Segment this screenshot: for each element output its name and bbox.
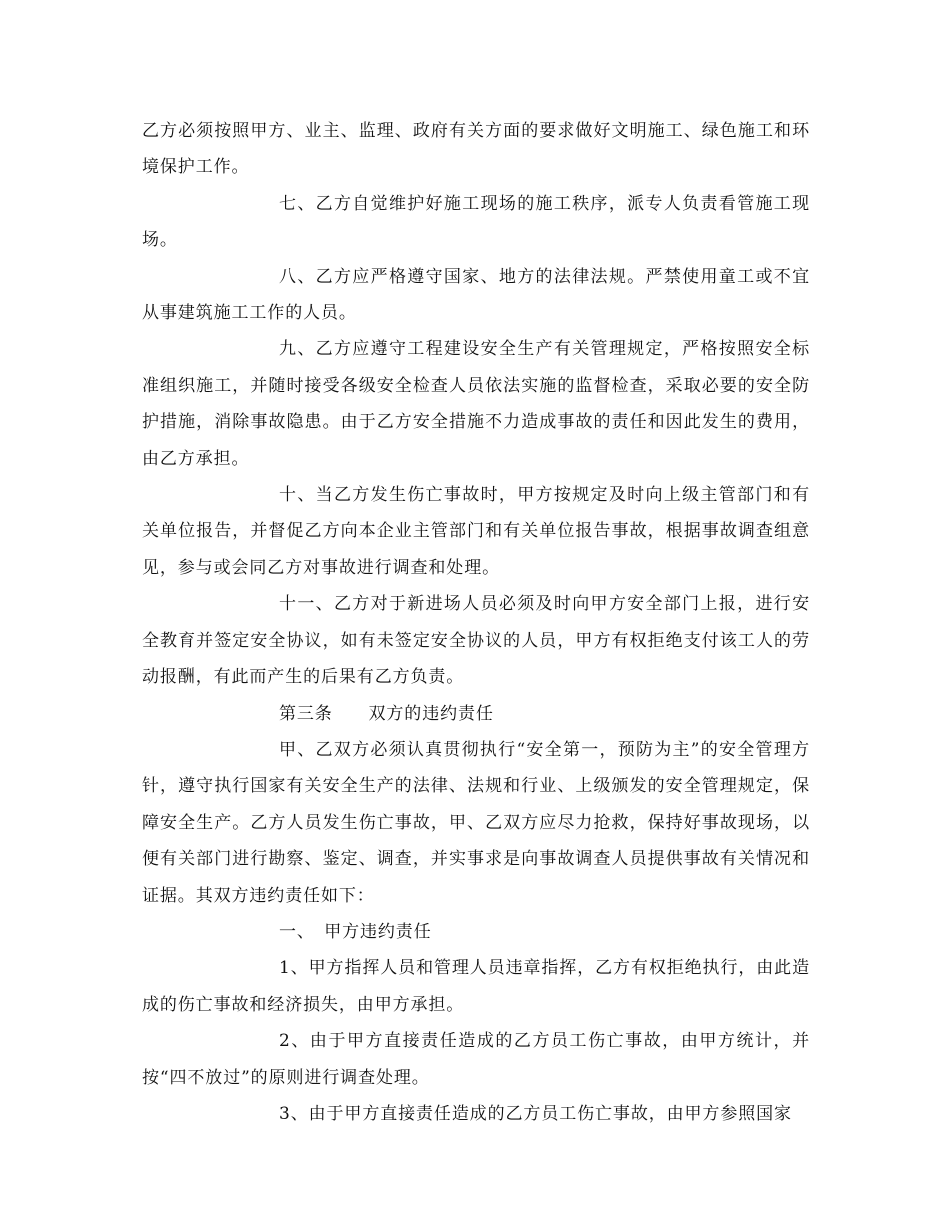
paragraph-liability-3: 3、由于甲方直接责任造成的乙方员工伤亡事故，由甲方参照国家 (279, 1103, 792, 1124)
paragraph-liability-2: 2、由于甲方直接责任造成的乙方员工伤亡事故，由甲方统计，并按“四不放过”的原则进行调查处理。 (142, 1031, 810, 1088)
document-body (142, 113, 810, 1132)
paragraph-clause-10: 十、当乙方发生伤亡事故时，甲方按规定及时向上级主管部门和有关单位报告，并督促乙方向本企业主管部门和有关单位报告事故，根据事故调查组意见，参与或会同乙方对事故进行调查和处理。 (142, 485, 810, 578)
paragraph-clause-9: 九、乙方应遵守工程建设安全生产有关管理规定，严格按照安全标准组织施工，并随时接受各级安全检查人员依法实施的监督检查，采取必要的安全防护措施，消除事故隐患。由于乙方安全措施不力造成事故的责任和因此发生的费用，由乙方承担。 (142, 339, 810, 469)
paragraph-clause-7: 七、乙方自觉维护好施工现场的施工秩序，派专人负责看管施工现场。 (142, 193, 810, 251)
article-3-heading: 第三条 双方的违约责任 (279, 703, 494, 724)
paragraph-liability-1: 1、甲方指挥人员和管理人员违章指挥，乙方有权拒绝执行，由此造成的伤亡事故和经济损失，由甲方承担。 (142, 958, 810, 1015)
paragraph-article-3-intro: 甲、乙双方必须认真贯彻执行“安全第一，预防为主”的安全管理方针，遵守执行国家有关安全生产的法律、法规和行业、上级颁发的安全管理规定，保障安全生产。乙方人员发生伤亡事故，甲、乙双方应尽力抢救，保持好事故现场，以便有关部门进行勘察、鉴定、调查，并实事求是向事故调查人员提供事故有关情况和证据。其双方违约责任如下： (142, 739, 810, 906)
party-a-liability-heading: 一、 甲方违约责任 (279, 921, 432, 942)
paragraph-civilized-construction: 乙方必须按照甲方、业主、监理、政府有关方面的要求做好文明施工、绿色施工和环境保护工作。 (142, 121, 810, 178)
paragraph-clause-11: 十一、乙方对于新进场人员必须及时向甲方安全部门上报，进行安全教育并签定安全协议，如有未签定安全协议的人员，甲方有权拒绝支付该工人的劳动报酬，有此而产生的后果有乙方负责。 (142, 594, 810, 688)
paragraph-clause-8: 八、乙方应严格遵守国家、地方的法律法规。严禁使用童工或不宜从事建筑施工工作的人员。 (142, 266, 810, 324)
